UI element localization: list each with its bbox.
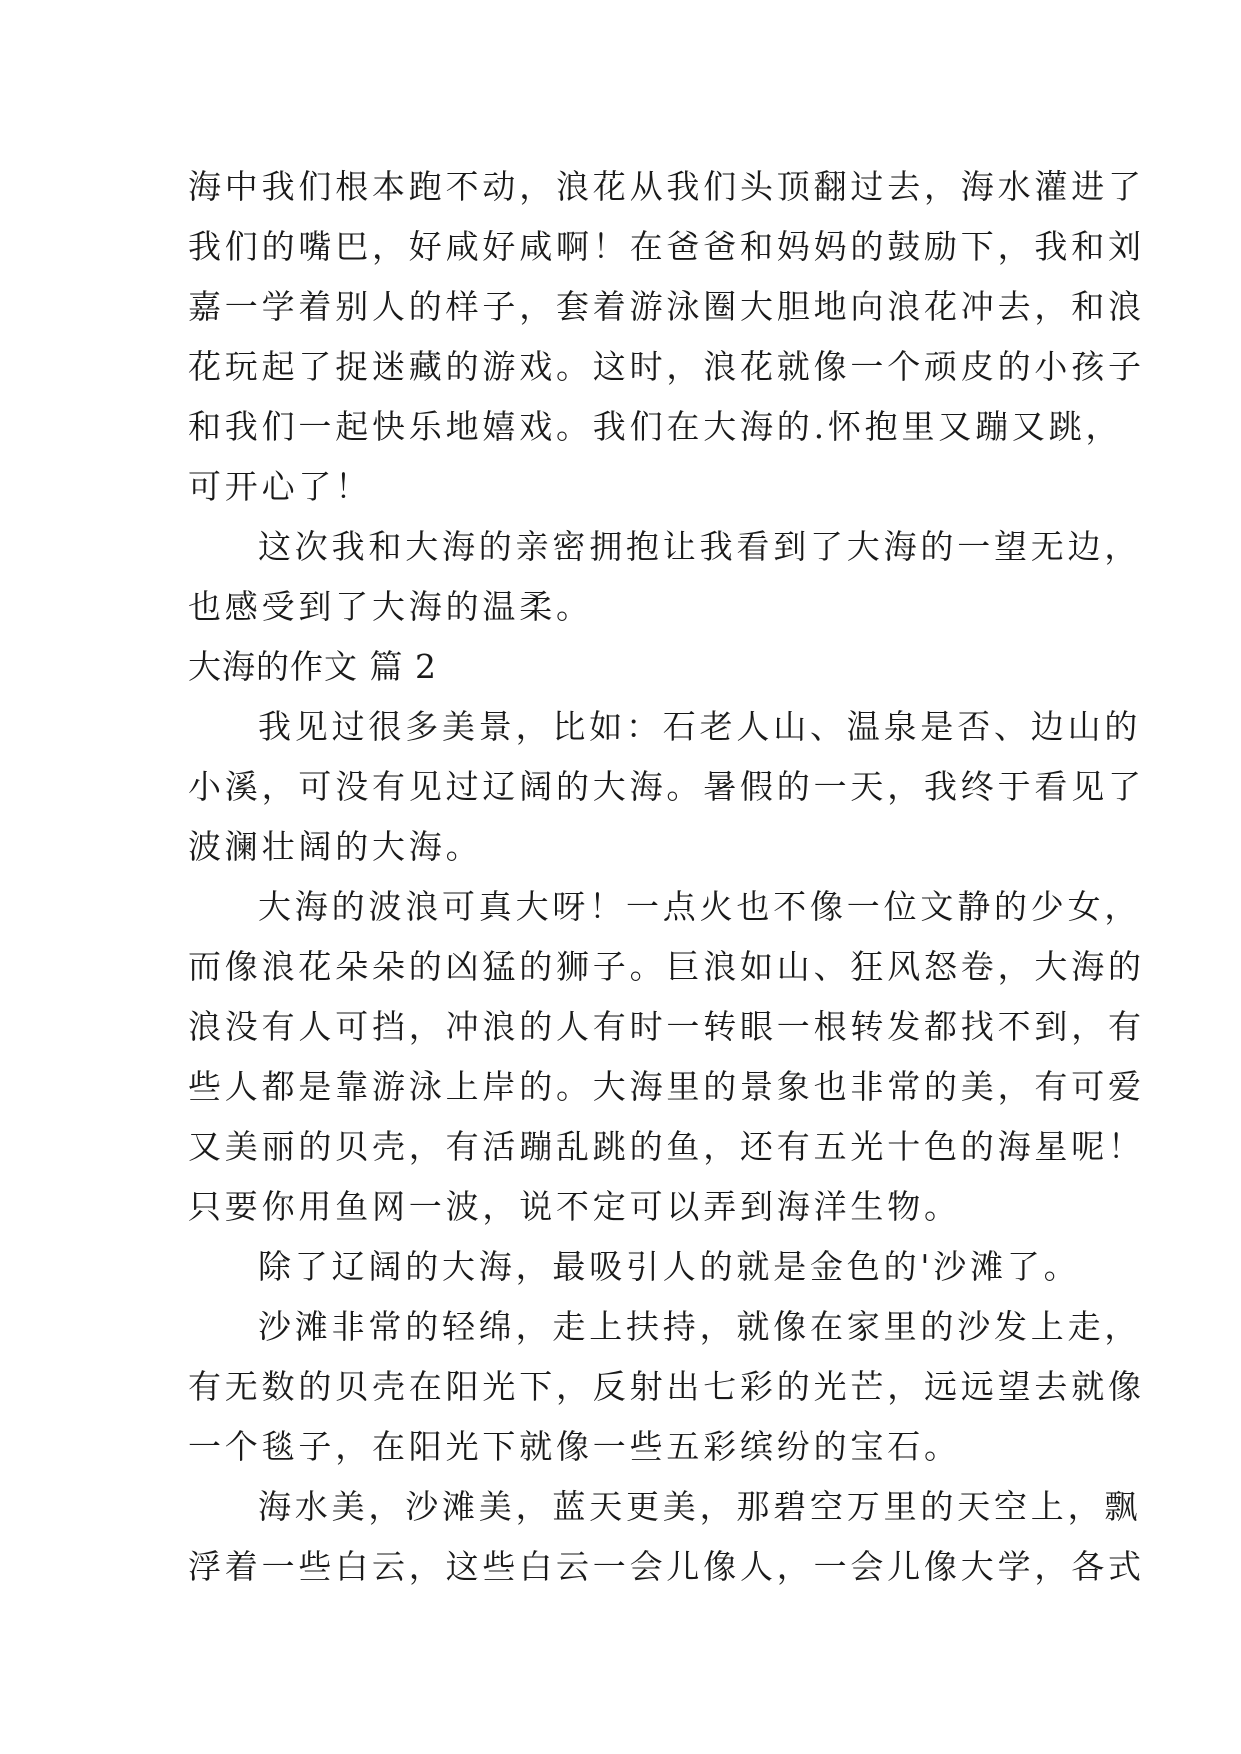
text-line: 一个毯子，在阳光下就像一些五彩缤纷的宝石。	[188, 1427, 961, 1466]
paragraph-first-line: 大海的波浪可真大呀！一点火也不像一位文静的少女，	[258, 887, 1142, 926]
document-body	[188, 157, 1145, 1597]
paragraph-first-line: 除了辽阔的大海，最吸引人的就是金色的'沙滩了。	[258, 1247, 1081, 1286]
paragraph-first-line: 这次我和大海的亲密拥抱让我看到了大海的一望无边，	[258, 527, 1142, 566]
text-line: 花玩起了捉迷藏的游戏。这时，浪花就像一个顽皮的小孩子	[188, 347, 1145, 386]
text-line: 又美丽的贝壳，有活蹦乱跳的鱼，还有五光十色的海星呢！	[188, 1127, 1145, 1166]
text-line: 小溪，可没有见过辽阔的大海。暑假的一天，我终于看见了	[188, 767, 1145, 806]
text-line: 也感受到了大海的温柔。	[188, 587, 593, 626]
paragraph-first-line: 沙滩非常的轻绵，走上扶持，就像在家里的沙发上走，	[258, 1307, 1142, 1346]
text-line: 和我们一起快乐地嬉戏。我们在大海的.怀抱里又蹦又跳，	[188, 407, 1123, 446]
paragraph-first-line: 我见过很多美景，比如：石老人山、温泉是否、边山的	[258, 707, 1142, 746]
text-line: 波澜壮阔的大海。	[188, 827, 483, 866]
text-line: 可开心了！	[188, 467, 372, 506]
paragraph-first-line: 海水美，沙滩美，蓝天更美，那碧空万里的天空上，飘	[258, 1487, 1142, 1526]
text-line: 浮着一些白云，这些白云一会儿像人，一会儿像大学，各式	[188, 1547, 1145, 1586]
text-line: 嘉一学着别人的样子，套着游泳圈大胆地向浪花冲去，和浪	[188, 287, 1145, 326]
text-line: 浪没有人可挡，冲浪的人有时一转眼一根转发都找不到，有	[188, 1007, 1145, 1046]
text-line: 海中我们根本跑不动，浪花从我们头顶翻过去，海水灌进了	[188, 167, 1145, 206]
text-line: 只要你用鱼网一波，说不定可以弄到海洋生物。	[188, 1187, 961, 1226]
text-line: 而像浪花朵朵的凶猛的狮子。巨浪如山、狂风怒卷，大海的	[188, 947, 1145, 986]
text-line: 些人都是靠游泳上岸的。大海里的景象也非常的美，有可爱	[188, 1067, 1145, 1106]
text-line: 有无数的贝壳在阳光下，反射出七彩的光芒，远远望去就像	[188, 1367, 1145, 1406]
section-heading: 大海的作文 篇 2	[188, 647, 437, 686]
text-line: 我们的嘴巴，好咸好咸啊！在爸爸和妈妈的鼓励下，我和刘	[188, 227, 1145, 266]
